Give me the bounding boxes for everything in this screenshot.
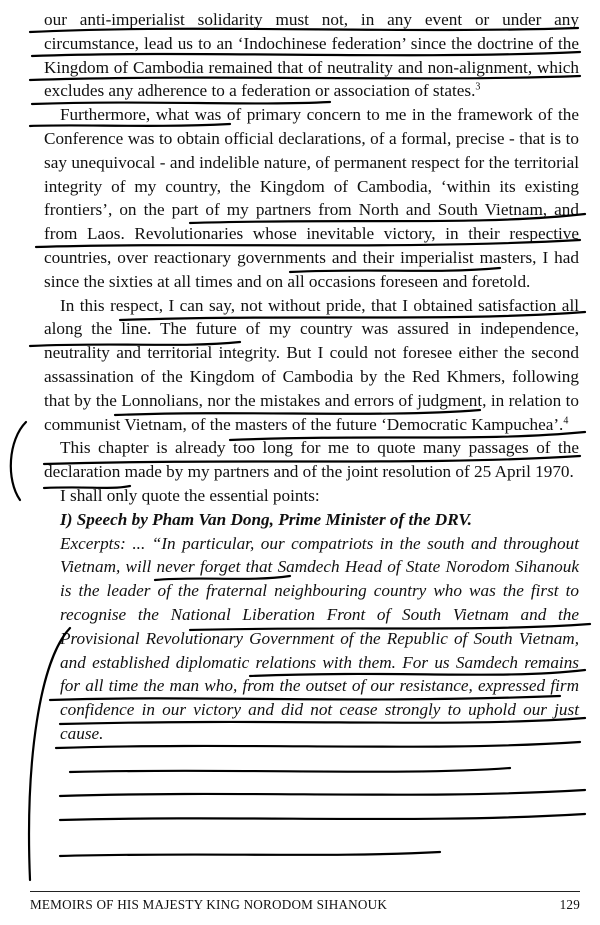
footnote-ref: 3: [475, 81, 481, 93]
running-title: MEMOIRS OF HIS MAJESTY KING NORODOM SIHANOUK: [30, 897, 388, 912]
footer-rule: [30, 891, 580, 892]
paragraph-text: In this respect, I can say, not without pride, that I obtained satisfaction all along the line. The future of my country was assured in independence, neutrality and territorial integrity. But I could not foresee either the second assassination of the Kingdom of Cambodia by the Red Khmers, following that by the Lonnolians, nor the mistakes and errors of judgment, in relation to communist Vietnam, of the masters of the future ‘Democratic Kampuchea’.: [44, 295, 579, 434]
page-number: 129: [559, 897, 580, 912]
paragraph-declarations: [44, 103, 579, 293]
paragraph-text: Furthermore, what was of primary concern to me in the framework of the Conference was to obtain official declarations, of a formal, precise - that is to say unequivocal - and indelible nature, of permanent respect for the territorial integrity of my country, the Kingdom of Cambodia, ‘within its existing frontiers’, on the part of my partners from North and South Vietnam, and from Laos. Revolutionaries whose inevitable victory, in their respective countries, over reactionary governments and their imperialist masters, I had since the sixties at all times and on all occasions foreseen and foretold.: [44, 105, 579, 291]
underline-mark: [60, 814, 585, 820]
footnote-ref: 4: [563, 414, 569, 426]
page-body: [44, 8, 579, 746]
paragraph-chapter-length: [44, 436, 579, 484]
speech-excerpt: Excerpts: ... “In particular, our compatriots in the south and throughout Vietnam, will never forget that Samdech Head of State Norodom Sihanouk is the leader of the fraternal neighbouring country who was the first to recognise the National Liberation Front of South Vietnam and the Provisional Revolutionary Government of the Republic of South Vietnam, and established diplomatic relations with them. For us Samdech remains for all time the man who, from the outset of our resistance, expressed firm confidence in our victory and did not cease strongly to uphold our just cause.: [60, 533, 579, 743]
underline-mark: [60, 790, 585, 796]
paragraph-text: our anti-imperialist solidarity must not, in any event or under any circumstance, lead us to an ‘Indochinese federation’ since the doctrine of the Kingdom of Cambodia remained that of neutrality and non-alignment, which excludes any adherence to a federation or association of states.: [44, 10, 579, 101]
page-footer: [30, 897, 580, 913]
paragraph-satisfaction: [44, 294, 579, 437]
underline-mark: [60, 852, 440, 856]
speech-heading: I) Speech by Pham Van Dong, Prime Minister of the DRV.: [60, 509, 472, 529]
paragraph-text: I shall only quote the essential points:: [60, 485, 320, 505]
margin-bracket: [11, 422, 26, 500]
paragraph-text: This chapter is already too long for me to quote many passages of the declaration made by my partners and of the joint resolution of 25 April 1970.: [44, 438, 579, 482]
paragraph-solidarity: [44, 8, 579, 103]
paragraph-essential-points: [44, 484, 579, 508]
underline-mark: [70, 768, 510, 772]
